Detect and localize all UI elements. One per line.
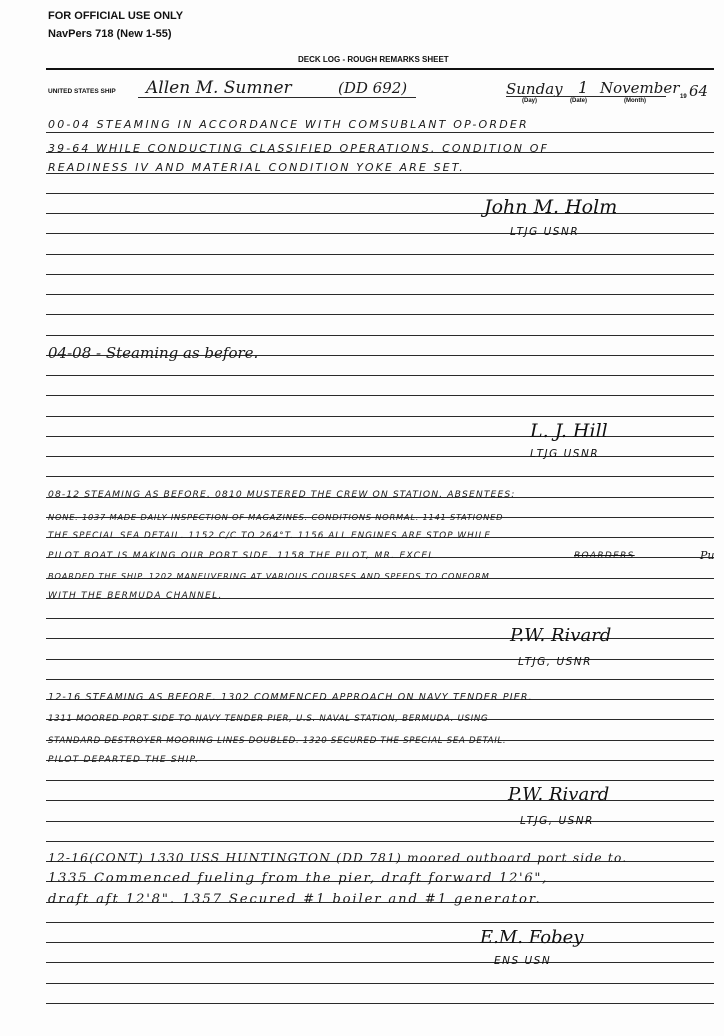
log-date: 1 [578, 78, 589, 97]
ruled-line [46, 274, 714, 275]
entry-line: PILOT BOAT IS MAKING OUR PORT SIDE. 1158 THE PILOT, MR. EXCEL [48, 551, 435, 561]
ruled-line [46, 1003, 714, 1004]
ruled-line [46, 638, 714, 639]
margin-note: Pu [700, 549, 715, 562]
signature: P.W. Rivard [508, 784, 610, 805]
entry-line: PILOT DEPARTED THE SHIP. [48, 755, 200, 765]
header-rule [46, 68, 714, 70]
official-use-label: FOR OFFICIAL USE ONLY [48, 10, 184, 22]
ruled-line [46, 659, 714, 660]
officer-rank: LTJG USNR [510, 226, 580, 238]
signature: E.M. Fobey [480, 927, 584, 948]
officer-rank: LTJG, USNR [518, 656, 592, 668]
day-label: (Day) [522, 98, 538, 104]
entry-line: 00-04 STEAMING IN ACCORDANCE WITH COMSUBLANT OP-ORDER [48, 118, 529, 131]
ruled-line [46, 922, 714, 923]
log-day: Sunday [506, 80, 563, 98]
ruled-line [46, 962, 714, 963]
ship-name: Allen M. Sumner [146, 78, 292, 98]
entry-line: draft aft 12'8". 1357 Secured #1 boiler and #1 generator. [48, 892, 542, 907]
officer-rank: LTJG USNR [530, 448, 600, 460]
entry-line: WITH THE BERMUDA CHANNEL. [48, 591, 223, 601]
signature: P.W. Rivard [510, 625, 612, 646]
entry-line: 04-08 - Steaming as before. [48, 344, 259, 362]
entry-line: 1311 MOORED PORT SIDE TO NAVY TENDER PIER, U.S. NAVAL STATION, BERMUDA. USING [48, 714, 489, 724]
ship-label: UNITED STATES SHIP [48, 88, 116, 95]
sheet-title: DECK LOG - ROUGH REMARKS SHEET [298, 55, 449, 64]
entry-line: 08-12 STEAMING AS BEFORE. 0810 MUSTERED THE CREW ON STATION. ABSENTEES: [48, 489, 516, 500]
ruled-line [46, 375, 714, 376]
ruled-line [46, 618, 714, 619]
date-label: (Date) [570, 98, 588, 104]
ship-name-rule [138, 97, 416, 98]
ruled-line [46, 821, 714, 822]
ruled-line [46, 476, 714, 477]
ruled-line [46, 800, 714, 801]
ruled-line [46, 983, 714, 984]
ruled-line [46, 233, 714, 234]
ruled-line [46, 294, 714, 295]
ruled-line [46, 416, 714, 417]
form-number: NavPers 718 (New 1-55) [48, 28, 172, 40]
date-rule [506, 96, 666, 97]
officer-rank: LTJG, USNR [520, 815, 594, 827]
ruled-line [46, 395, 714, 396]
month-label: (Month) [624, 98, 646, 104]
ruled-line [46, 841, 714, 842]
entry-line: 39-64 WHILE CONDUCTING CLASSIFIED OPERATIONS. CONDITION OF [48, 142, 549, 155]
ruled-line [46, 132, 714, 133]
entry-line: 12-16 STEAMING AS BEFORE. 1302 COMMENCED APPROACH ON NAVY TENDER PIER. [48, 692, 533, 703]
ruled-line [46, 193, 714, 194]
struck-word: BOARDERS [574, 551, 635, 561]
signature: John M. Holm [484, 196, 618, 218]
ruled-line [46, 254, 714, 255]
hull-number: (DD 692) [338, 79, 408, 97]
log-month: November [600, 79, 680, 97]
ruled-line [46, 436, 714, 437]
entry-line: 12-16(CONT) 1330 USS HUNTINGTON (DD 781) moored outboard port side to. [48, 851, 628, 865]
signature: L. J. Hill [530, 420, 608, 442]
ruled-line [46, 942, 714, 943]
ruled-line [46, 780, 714, 781]
entry-line: NONE. 1037 MADE DAILY INSPECTION OF MAGAZINES. CONDITIONS NORMAL. 1141 STATIONED [48, 512, 504, 522]
entry-line: BOARDED THE SHIP. 1202 MANEUVERING AT VARIOUS COURSES AND SPEEDS TO CONFORM [48, 571, 490, 581]
entry-line: READINESS IV AND MATERIAL CONDITION YOKE ARE SET. [48, 161, 465, 174]
ruled-line [46, 335, 714, 336]
entry-line: THE SPECIAL SEA DETAIL. 1152 C/C TO 264°T. 1156 ALL ENGINES ARE STOP WHILE [48, 531, 492, 541]
officer-rank: ENS USN [494, 955, 552, 967]
ruled-line [46, 314, 714, 315]
ruled-line [46, 679, 714, 680]
year-prefix: 19 [680, 94, 687, 100]
entry-line: 1335 Commenced fueling from the pier, draft forward 12'6", [48, 871, 548, 886]
entry-line: STANDARD DESTROYER MOORING LINES DOUBLED. 1320 SECURED THE SPECIAL SEA DETAIL. [48, 736, 507, 746]
ruled-line [46, 456, 714, 457]
year-suffix: 64 [689, 82, 709, 100]
